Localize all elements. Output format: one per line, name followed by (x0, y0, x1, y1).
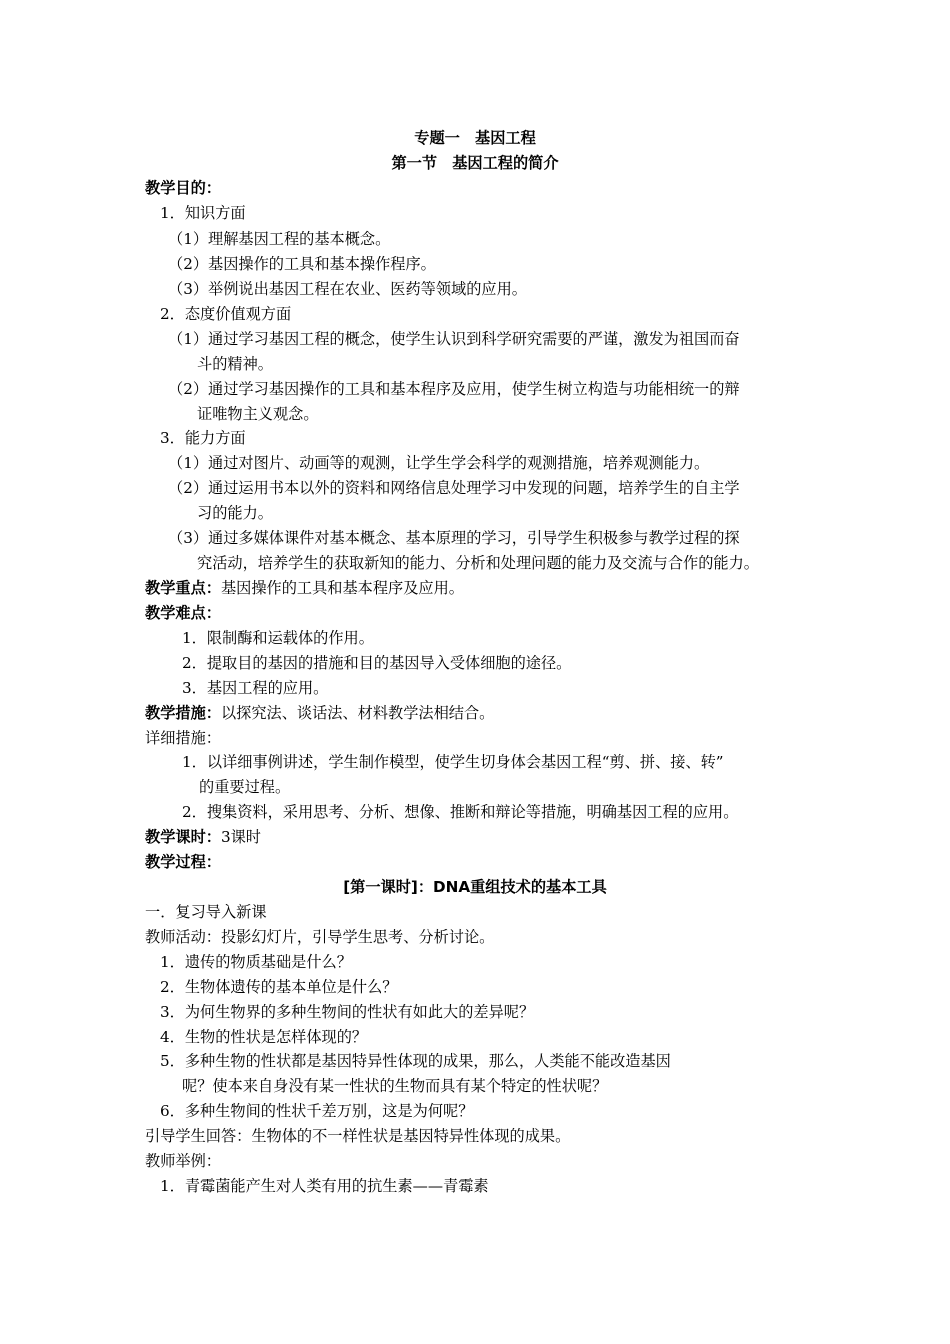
key-points-label: 教学重点： (145, 579, 221, 597)
ability-item-line: （2）通过运用书本以外的资料和网络信息处理学习中发现的问题，培养学生的自主学 (168, 479, 740, 497)
difficulty-item: 2．提取目的基因的措施和目的基因导入受体细胞的途径。 (182, 654, 572, 672)
methods-text: 以探究法、谈话法、材料教学法相结合。 (220, 704, 495, 722)
question-item: 4．生物的性状是怎样体现的？ (160, 1028, 368, 1046)
question-item: 3．为何生物界的多种生物间的性状有如此大的差异呢？ (160, 1003, 535, 1021)
knowledge-title: 1．知识方面 (160, 204, 246, 222)
question-item: 2．生物体遗传的基本单位是什么？ (160, 978, 398, 996)
topic-title: 专题一 基因工程 (414, 129, 536, 147)
attitude-item-line: 证唯物主义观念。 (197, 405, 319, 423)
lesson1-title: [第一课时]：DNA重组技术的基本工具 (343, 878, 607, 896)
ability-item-line: 习的能力。 (197, 504, 273, 522)
class-hours-label: 教学课时： (145, 828, 221, 846)
detailed-method-line: 1．以详细事例讲述，学生制作模型，使学生切身体会基因工程“剪、拼、接、转” (182, 753, 724, 771)
class-hours-row (145, 827, 261, 847)
objectives-heading: 教学目的： (145, 179, 221, 197)
section-title: 第一节 基因工程的简介 (391, 154, 559, 172)
difficulties-label: 教学难点： (145, 604, 221, 622)
methods-row (145, 703, 494, 723)
question-item: 1．遗传的物质基础是什么？ (160, 953, 352, 971)
detailed-method-line: 的重要过程。 (199, 778, 291, 796)
review-heading: 一．复习导入新课 (145, 903, 267, 921)
teacher-examples-label: 教师举例： (145, 1152, 221, 1170)
question-item: 5．多种生物的性状都是基因特异性体现的成果，那么，人类能不能改造基因 (160, 1052, 671, 1070)
attitude-item-line: 斗的精神。 (197, 355, 273, 373)
attitude-item-line: （1）通过学习基因工程的概念，使学生认识到科学研究需要的严谨，激发为祖国而奋 (168, 330, 740, 348)
knowledge-item: （3）举例说出基因工程在农业、医药等领域的应用。 (168, 280, 527, 298)
attitude-title: 2．态度价值观方面 (160, 305, 292, 323)
knowledge-item: （2）基因操作的工具和基本操作程序。 (168, 255, 436, 273)
detailed-methods-label: 详细措施： (145, 729, 221, 747)
difficulty-item: 3．基因工程的应用。 (182, 679, 329, 697)
ability-item-line: （3）通过多媒体课件对基本概念、基本原理的学习，引导学生积极参与教学过程的探 (168, 529, 740, 547)
ability-title: 3．能力方面 (160, 429, 246, 447)
question-item: 呢？使本来自身没有某一性状的生物而具有某个特定的性状呢？ (182, 1077, 608, 1095)
guide-answer: 引导学生回答：生物体的不一样性状是基因特异性体现的成果。 (145, 1127, 571, 1145)
attitude-item-line: （2）通过学习基因操作的工具和基本程序及应用，使学生树立构造与功能相统一的辩 (168, 380, 740, 398)
difficulty-item: 1．限制酶和运载体的作用。 (182, 629, 374, 647)
detailed-method-line: 2．搜集资料，采用思考、分析、想像、推断和辩论等措施，明确基因工程的应用。 (182, 803, 739, 821)
ability-item-line: 究活动，培养学生的获取新知的能力、分析和处理问题的能力及交流与合作的能力。 (197, 554, 759, 572)
question-item: 6．多种生物间的性状千差万别，这是为何呢？ (160, 1102, 474, 1120)
example-item: 1．青霉菌能产生对人类有用的抗生素——青霉素 (160, 1177, 489, 1195)
teacher-activity: 教师活动：投影幻灯片，引导学生思考、分析讨论。 (145, 928, 495, 946)
process-label: 教学过程： (145, 853, 221, 871)
key-points-text: 基因操作的工具和基本程序及应用。 (220, 579, 464, 597)
key-points-row (145, 578, 464, 598)
ability-item-line: （1）通过对图片、动画等的观测，让学生学会科学的观测措施，培养观测能力。 (168, 454, 710, 472)
knowledge-item: （1）理解基因工程的基本概念。 (168, 230, 391, 248)
class-hours-text: 3课时 (220, 828, 261, 846)
methods-label: 教学措施： (145, 704, 221, 722)
